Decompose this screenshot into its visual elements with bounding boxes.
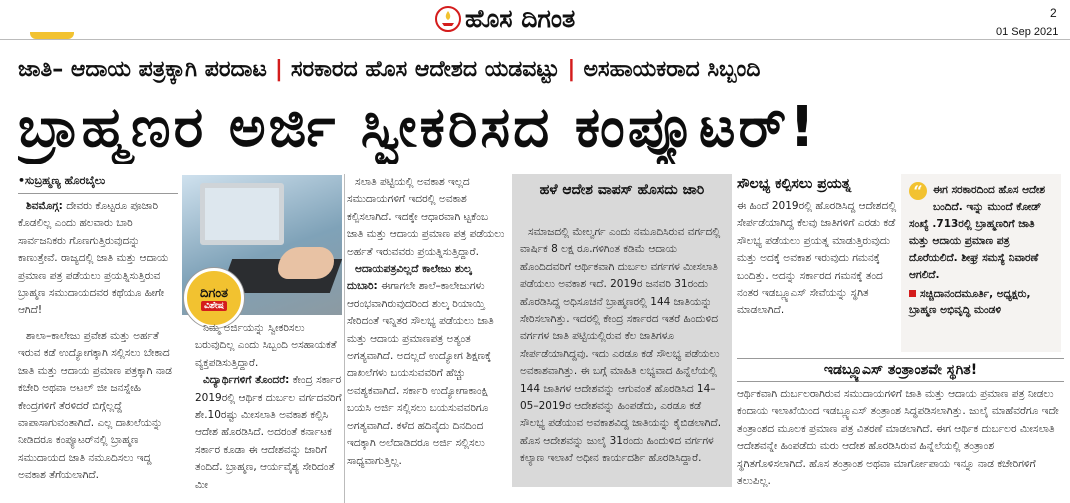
sidebar-heading: ಇಡಬ್ಲ್ಯೂಎಸ್ ತಂತ್ರಾಂಶವೇ ಸ್ಥಗಿತ! <box>737 358 1064 382</box>
column-text: ಸಲಾತಿ ಪಟ್ಟಿಯಲ್ಲಿ ಅವಕಾಶ ಇಲ್ಲದ ಸಮುದಾಯಗಳಿಗೆ ಇದರಲ್ಲಿ ಅವಕಾಶ ಕಲ್ಪಿಸಲಾಗಿದೆ. ಇದಕ್ಕೇ ಆಧಾರವಾಗಿ ಟ್ಟಕೆಂಬ ಜಾತಿ ಮತ್ತು ಆದಾಯ ಪ್ರಮಾಣ ಪತ್ರ ಪಡೆಯಲು ಅರ್ಹತೆ ಇರುವವರು ಪ್ರಯತ್ನಿಸುತ್ತಿದ್ದಾರೆ. <box>347 176 505 258</box>
bullet-icon <box>909 290 916 297</box>
kicker-line <box>18 52 1058 86</box>
kicker-separator: | <box>567 56 576 82</box>
issue-date: 01 Sep 2021 <box>996 26 1059 38</box>
column-text: ಶಾಲಾ–ಕಾಲೇಜು ಪ್ರವೇಶ ಮತ್ತು ಅರ್ಹತೆ ಇರುವ ಕಡೆ ಉದ್ಯೋಗಕ್ಕಾಗಿ ಸಲ್ಲಿಸಲು ಬೇಕಾದ ಜಾತಿ ಮತ್ತು ಆದಾಯ ಪ್ರಮಾಣ ಪತ್ರಕ್ಕಾಗಿ ನಾಡ ಕಚೇರಿ ಅಥವಾ ಅಟಲ್ ಜೀ ಜನಸ್ನೇಹಿ ಕೇಂದ್ರಗಳಿಗೆ ತೆರಳಿದರೆ ಬಿಗ್ಗೆಲ್ಲದ್ದೆ ವಾಪಾಸಾಗುವಂತಾಗಿದೆ. ಎಲ್ಲ ದಾಖಲೆಯನ್ನು ನೀಡಿದರೂ ಕಂಪ್ಯೂಟರ್‌ನಲ್ಲಿ ಬ್ರಾಹ್ಮಣ ಸಮುದಾಯದ ಜಾತಿ ನಮೂದಿಸಲು ಇದ್ದ ಅವಕಾಶ ತೆಗೆಯಲಾಗಿದೆ. <box>18 330 172 482</box>
sidebar-box-effort <box>737 174 897 352</box>
dateline: ಶಿವಮೊಗ್ಗ: <box>26 200 63 212</box>
sidebar-heading: ಸೌಲಭ್ಯ ಕಲ್ಪಿಸಲು ಪ್ರಯತ್ನ <box>737 176 852 192</box>
quote-text: ಈಗ ಸರಕಾರದಿಂದ ಹೊಸ ಆದೇಶ ಬಂದಿದೆ. ಇನ್ನು ಮುಂದೆ ಕೋಡ್ ಸಂಖ್ಯೆ .713ರಲ್ಲಿ ಬ್ರಾಹ್ಮಣರಿಗೆ ಜಾತಿ ಮತ್ತು ಆದಾಯ ಪ್ರಮಾಣ ಪತ್ರ ದೊರೆಯಲಿದೆ. ಶೀಘ್ರ ಸಮಸ್ಯೆ ನಿವಾರಣೆ ಆಗಲಿದೆ. <box>909 184 1045 281</box>
column-divider <box>344 174 345 503</box>
column-text: ನಿಮ್ಮ ಅರ್ಜಿಯನ್ನು ಸ್ವೀಕರಿಸಲು ಬರುವುದಿಲ್ಲ ಎಂದು ಸಿಬ್ಬಂದಿ ಅಸಹಾಯಕತೆ ವ್ಯಕ್ತಪಡಿಸುತ್ತಿದ್ದಾರೆ. <box>195 322 337 369</box>
byline: •ಸುಬ್ರಹ್ಮಣ್ಯ ಹೊರಬೈಲು <box>18 174 178 194</box>
masthead <box>0 0 1070 40</box>
logo-text: ಹೊಸ ದಿಗಂತ <box>465 4 576 33</box>
sidebar-box-old-order <box>512 174 732 487</box>
page-number: 2 <box>1050 6 1057 20</box>
quote-icon: “ <box>909 182 927 200</box>
column-text: ಕೇಂದ್ರ ಸರ್ಕಾರ 2019ರಲ್ಲಿ ಆರ್ಥಿಕ ದುರ್ಬಲ ವರ್ಗದವರಿಗೆ ಶೇ.10ರಷ್ಟು ಮೀಸಲಾತಿ ಅವಕಾಶ ಕಲ್ಪಿಸಿ ಆದೇಶ ಹೊರಡಿಸಿದೆ. ಅದರಂತೆ ಕರ್ನಾಟಕ ಸರ್ಕಾರ ಕೂಡಾ ಈ ಆದೇಶವನ್ನು ಜಾರಿಗೆ ತಂದಿದೆ. ಬ್ರಾಹ್ಮಣ, ಆರ್ಯವೈಶ್ಯ ಸೇರಿದಂತೆ ಮೀ <box>195 374 342 491</box>
column-text: ಈಗಾಗಲೇ ಶಾಲೆ–ಕಾಲೇಜುಗಳು ಆರಂಭವಾಗಿರುವುದರಿಂದ ಶುಲ್ಕ ರಿಯಾಯ್ತಿ ಸೇರಿದಂತೆ ಇನ್ನಿತರ ಸೌಲಭ್ಯ ಪಡೆಯಲು ಜಾತಿ ಮತ್ತು ಆದಾಯ ಪ್ರಮಾಣಪತ್ರ ಅತ್ಯಂತ ಅಗತ್ಯವಾಗಿದೆ. ಅದಲ್ಲದೆ ಉದ್ಯೋಗ ಶಿಕ್ಷಣಕ್ಕೆ ದಾಖಲೆಗಳು ಬಯಸುವವರಿಗೆ ಹೆಚ್ಚು ಅವಶ್ಯಕವಾಗಿದೆ. ಸರ್ಕಾರಿ ಉದ್ಯೋಗಾಕಾಂಕ್ಷಿ ಬಯಸಿ ಅರ್ಜಿ ಸಲ್ಲಿಸಲು ಬಯಸುವವರಿಗೂ ಅಗತ್ಯವಾಗಿದೆ. ಕಳೆದ ಹದಿನೈದು ದಿನದಿಂದ ಇದಕ್ಕಾಗಿ ಅಲೆದಾಡಿದರೂ ಅರ್ಜಿ ಸಲ್ಲಿಸಲು ಸಾಧ್ಯವಾಗುತ್ತಿಲ್ಲ. <box>347 280 494 467</box>
quote-author: ಸಚ್ಚಿದಾನಂದಮೂರ್ತಿ, ಅಧ್ಯಕ್ಷರು, ಬ್ರಾಹ್ಮಣ ಅಭಿವೃದ್ಧಿ ಮಂಡಳಿ <box>909 288 1031 316</box>
badge-title: ದಿಗಂತ <box>199 285 229 301</box>
headline: ಬ್ರಾಹ್ಮಣರ ಅರ್ಜಿ ಸ್ವೀಕರಿಸದ ಕಂಪ್ಯೂಟರ್! <box>18 95 818 160</box>
sidebar-text <box>520 224 726 487</box>
article-column-1-continued <box>18 328 180 503</box>
kicker-part-3: ಅಸಹಾಯಕರಾದ ಸಿಬ್ಬಂದಿ <box>583 56 761 82</box>
kicker-part-1: ಜಾತಿ– ಆದಾಯ ಪತ್ರಕ್ಕಾಗಿ ಪರದಾಟ <box>18 56 267 82</box>
sidebar-heading: ಹಳೆ ಆದೇಶ ವಾಪಸ್ ಹೊಸದು ಜಾರಿ <box>539 182 705 198</box>
newspaper-logo <box>435 2 675 36</box>
sidebar-box-ews <box>737 358 1064 503</box>
badge-subtitle: ವಿಶೇಷ <box>201 301 227 311</box>
column-text: ಸಮಾಜದಲ್ಲಿ ಮೇಲ್ವರ್ಗ ಎಂದು ನಮೂದಿಸಿರುವ ವರ್ಗದಲ್ಲಿ ವಾರ್ಷಿಕ 8 ಲಕ್ಷ ರೂ.ಗಳಿಗಿಂತ ಕಡಿಮೆ ಆದಾಯ ಹೊಂದಿದವರಿಗೆ ಆರ್ಥಿಕವಾಗಿ ದುರ್ಬಲ ವರ್ಗಗಳ ಮೀಸಲಾತಿ ಪಡೆಯಲು ಅವಕಾಶ ಇದೆ. 2019ರ ಜನವರಿ 31ರಂದು ಹೊರಡಿಸಿದ್ದ ಅಧಿಸೂಚನೆ ಬ್ರಾಹ್ಮಣರಲ್ಲಿ 144 ಜಾತಿಯನ್ನು ಸೇರಿಸಲಾಗಿತ್ತು. ಇದರಲ್ಲಿ ಕೇಂದ್ರ ಸರ್ಕಾರದ ಇತರೆ ಹಿಂದುಳಿದ ವರ್ಗಗಳ ಜಾತಿ ಪಟ್ಟಿಯಲ್ಲಿರುವ ಕೆಲ ಜಾತಿಗಳೂ ಸೇರ್ಪಡೆಯಾಗಿದ್ದವು. ಇದು ಎರಡೂ ಕಡೆ ಸೌಲಭ್ಯ ಪಡೆಯಲು ಅವಕಾಶವಾಗಿತ್ತು. ಈ ಬಗ್ಗೆ ಮಾಹಿತಿ ಲಭ್ಯವಾದ ಹಿನ್ನೆಲೆಯಲ್ಲಿ 144 ಜಾತಿಗಳ ಆದೇಶವನ್ನು ಆಗುವಂತೆ ಹೊರಡಿಸಿದ 14–05–2019ರ ಆದೇಶವನ್ನು ಹಿಂಪಡೆದು, ಎರಡೂ ಕಡೆ ಸೌಲಭ್ಯ ಪಡೆಯುವ ಅವಕಾಶವಿದ್ದ ಜಾತಿಯನ್ನು ಕೈಬಿಡಲಾಗಿದೆ. ಹೊಸ ಆದೇಶವನ್ನು ಜುಲೈ 31ರಂದು ಹಿಂದುಳಿದ ವರ್ಗಗಳ ಕಲ್ಯಾಣ ಇಲಾಖೆ ಅಧೀನ ಕಾರ್ಯದರ್ಶಿ ಹೊರಡಿಸಿದ್ದಾರೆ. <box>520 226 722 465</box>
article-column-1 <box>18 198 180 326</box>
computer-monitor <box>200 183 284 245</box>
column-text: ದೇವರು ಕೊಟ್ಟರೂ ಪೂಜಾರಿ ಕೊಡಲಿಲ್ಲ ಎಂದು ಹಲವಾರು ಬಾರಿ ಸಾರ್ವಜನಿಕರು ಗೊಣಗುತ್ತಿರುವುದನ್ನು ಕಾಣುತ್ತೇವೆ. ರಾಜ್ಯದಲ್ಲಿ ಜಾತಿ ಮತ್ತು ಆದಾಯ ಪ್ರಮಾಣ ಪತ್ರ ಪಡೆಯಲು ಪ್ರಯತ್ನಿಸುತ್ತಿರುವ ಬ್ರಾಹ್ಮಣ ಸಮುದಾಯದವರ ಕಥೆಯೂ ಹೀಗೇ ಆಗಿದೆ! <box>18 200 169 317</box>
quote-box <box>901 174 1061 352</box>
sidebar-text: ಆರ್ಥಿಕವಾಗಿ ದುರ್ಬಲರಾಗಿರುವ ಸಮುದಾಯಗಳಿಗೆ ಜಾತಿ ಮತ್ತು ಆದಾಯ ಪ್ರಮಾಣ ಪತ್ರ ನೀಡಲು ಕಂದಾಯ ಇಲಾಖೆಯಿಂದ ಇಡಬ್ಲ್ಯೂಎಸ್ ತಂತ್ರಾಂಶ ಸಿದ್ಧಪಡಿಸಲಾಗಿತ್ತು. ಜುಲೈ ಮಾಹೆವರೆಗೂ ಇದೇ ತಂತ್ರಾಂಶದ ಮೂಲಕ ಪ್ರಮಾಣ ಪತ್ರ ವಿತರಣೆ ಮಾಡಲಾಗಿದೆ. ಈಗ ಆರ್ಥಿಕ ದುರ್ಬಲರ ಮೀಸಲಾತಿ ಆದೇಶವನ್ನೇ ಹಿಂಪಡೆದು ಮರು ಆದೇಶ ಹೊರಡಿಸಿರುವ ಹಿನ್ನೆಲೆಯಲ್ಲಿ ತಂತ್ರಾಂಶ ಸ್ಥಗಿತಗೊಳಿಸಲಾಗಿದೆ. ಹೊಸ ತಂತ್ರಾಂಶ ಅಥವಾ ಮಾರ್ಗೋಪಾಯ ಇನ್ನೂ ನಾಡ ಕಚೇರಿಗಳಿಗೆ ತಲುಪಿಲ್ಲ. <box>737 388 1059 488</box>
sidebar-text: ಈ ಹಿಂದೆ 2019ರಲ್ಲಿ ಹೊರಡಿಸಿದ್ದ ಆದೇಶದಲ್ಲಿ ಸೇರ್ಪಡೆಯಾಗಿದ್ದ ಕೆಲವು ಜಾತಿಗಳಿಗೆ ಎರಡು ಕಡೆ ಸೌಲಭ್ಯ ಪಡೆಯಲು ಪ್ರಯತ್ನ ಮಾಡುತ್ತಿರುವುದು ಮತ್ತು ಅದಕ್ಕೆ ಅವಕಾಶ ಇರುವುದು ಗಮನಕ್ಕೆ ಬಂದಿತ್ತು. ಅದನ್ನು ಸರ್ಕಾರದ ಗಮನಕ್ಕೆ ತಂದ ನಂತರ ಇಡಬ್ಲ್ಯೂಎಸ್ ಸೇವೆಯನ್ನು ಸ್ಥಗಿತ ಮಾಡಲಾಗಿದೆ. <box>737 200 897 317</box>
lamp-circle-icon <box>435 6 461 32</box>
kicker-part-2: ಸರಕಾರದ ಹೊಸ ಆದೇಶದ ಯಡವಟ್ಟು <box>290 56 560 82</box>
special-badge <box>184 268 244 328</box>
subhead: ವಿದ್ಯಾರ್ಥಿಗಳಿಗೆ ತೊಂದರೆ: <box>203 374 290 387</box>
kicker-separator: | <box>274 56 283 82</box>
article-column-3 <box>347 174 505 503</box>
quote-attribution <box>909 286 1053 318</box>
subhead: ಆದಾಯಪತ್ರವಿಲ್ಲದೆ ಕಾಲೇಜು ಶುಲ್ಕ ದುಬಾರಿ: <box>347 263 472 293</box>
article-column-2 <box>195 320 342 503</box>
section-tab <box>30 32 74 39</box>
hand <box>278 247 334 279</box>
